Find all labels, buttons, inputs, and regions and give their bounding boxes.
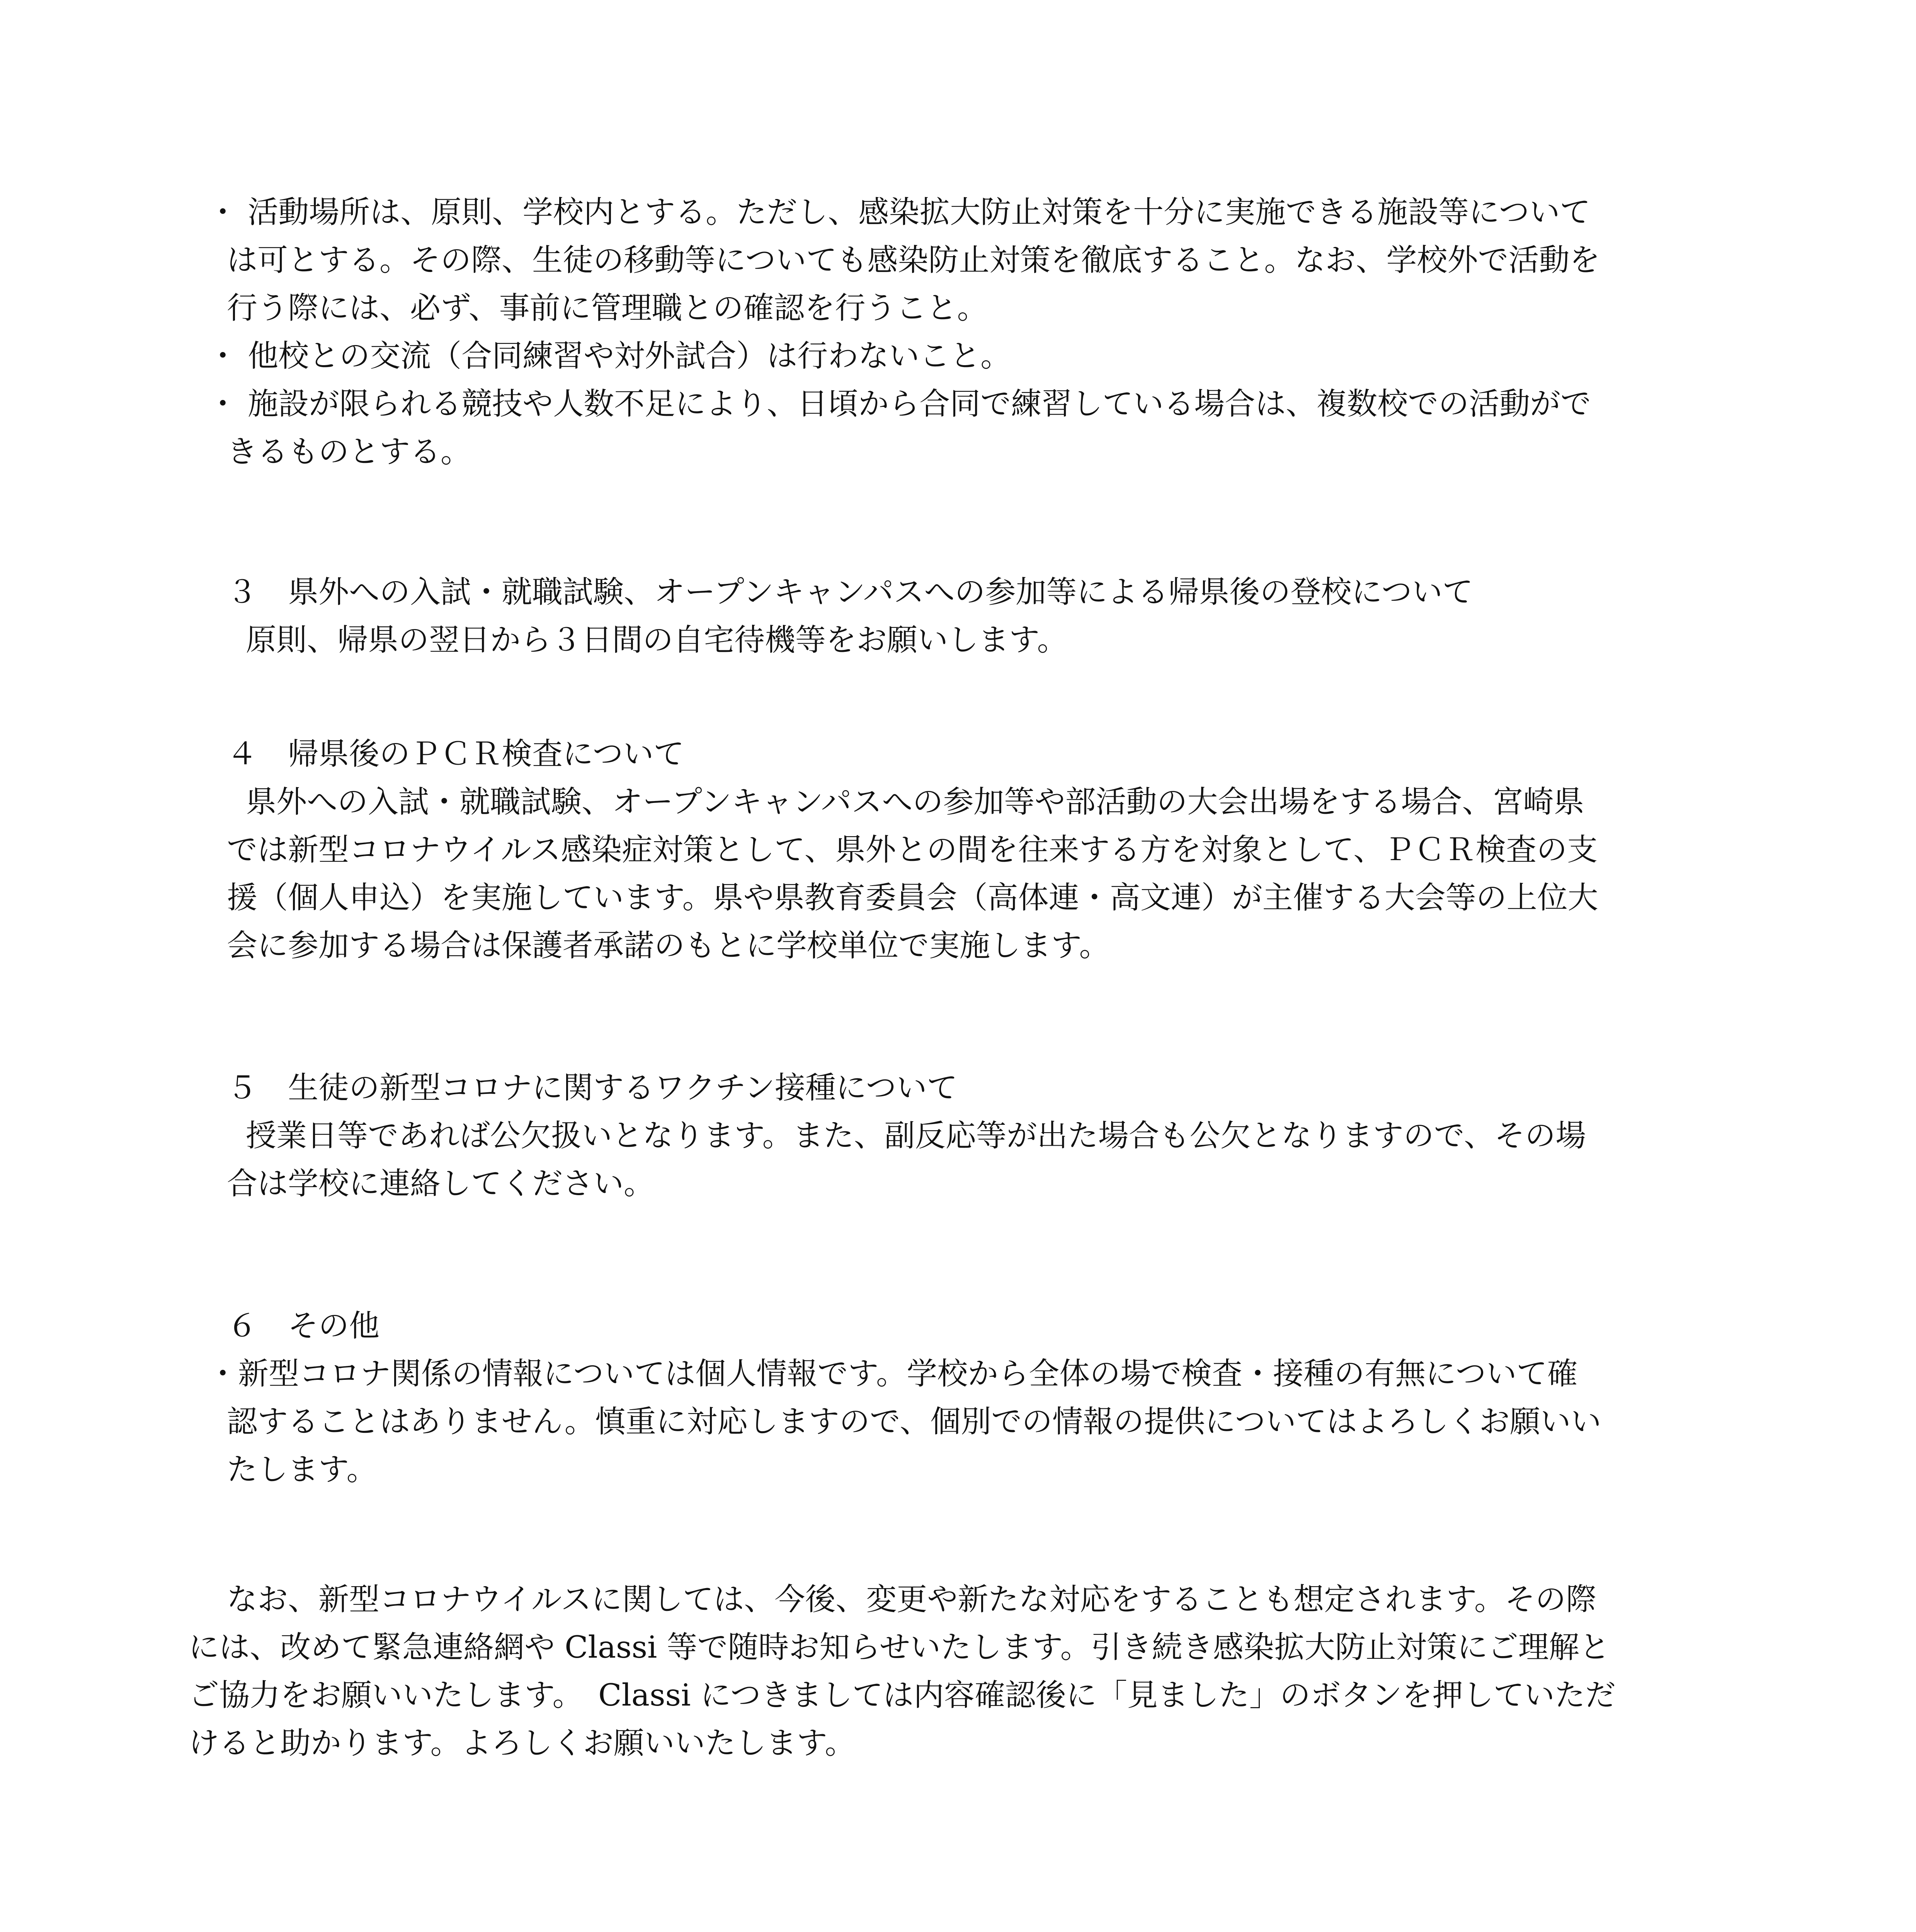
bullet-activity-location-line-3: 行う際には、必ず、事前に管理職との確認を行うこと。 [227, 290, 988, 326]
section-5-body-line-2: 合は学校に連絡してください。 [227, 1166, 654, 1201]
section-6-body-line-1: ・新型コロナ関係の情報については個人情報です。学校から全体の場で検査・接種の有無について確 [208, 1356, 1578, 1391]
section-5-body-line-1: 授業日等であれば公欠扱いとなります。また、副反応等が出た場合も公欠となりますので、その場 [246, 1118, 1586, 1153]
section-3-body-line-1: 原則、帰県の翌日から３日間の自宅待機等をお願いします。 [246, 622, 1068, 658]
section-6-heading: ６ その他 [227, 1308, 379, 1344]
closing-line-2: には、改めて緊急連絡網や Classi 等で随時お知らせいたします。引き続き感染拡大防止対策にご理解と [189, 1629, 1610, 1665]
section-3-heading: ３ 県外への入試・就職試験、オープンキャンパスへの参加等による帰県後の登校について [227, 574, 1473, 610]
section-6-body-line-2: 認することはありません。慎重に対応しますので、個別での情報の提供についてはよろしくお願いい [227, 1404, 1601, 1439]
section-4-heading: ４ 帰県後のＰＣＲ検査について [227, 736, 684, 772]
closing-line-4: けると助かります。よろしくお願いいたします。 [189, 1725, 856, 1761]
bullet-activity-location-line-2: は可とする。その際、生徒の移動等についても感染防止対策を徹底すること。なお、学校外で活動を [227, 242, 1600, 278]
bullet-joint-practice-line-1: ・ 施設が限られる競技や人数不足により、日頃から合同で練習している場合は、複数校での活動がで [208, 386, 1591, 422]
section-5-heading: ５ 生徒の新型コロナに関するワクチン接種について [227, 1070, 958, 1105]
section-4-body-line-4: 会に参加する場合は保護者承諾のもとに学校単位で実施します。 [227, 928, 1110, 963]
bullet-joint-practice-line-2: きるものとする。 [227, 434, 471, 469]
bullet-no-exchange-line-1: ・ 他校との交流（合同練習や対外試合）は行わないこと。 [208, 338, 1011, 374]
section-4-body-line-1: 県外への入試・就職試験、オープンキャンパスへの参加等や部活動の大会出場をする場合、宮崎県 [246, 784, 1584, 820]
section-4-body-line-2: では新型コロナウイルス感染症対策として、県外との間を往来する方を対象として、ＰＣＲ検査の支 [227, 832, 1598, 867]
bullet-activity-location-line-1: ・ 活動場所は、原則、学校内とする。ただし、感染拡大防止対策を十分に実施できる施設等について [208, 194, 1591, 230]
closing-line-1: なお、新型コロナウイルスに関しては、今後、変更や新たな対応をすることも想定されます。その際 [227, 1582, 1596, 1617]
section-4-body-line-3: 援（個人申込）を実施しています。県や県教育委員会（高体連・高文連）が主催する大会等の上位大 [227, 880, 1598, 915]
section-6-body-line-3: たします。 [227, 1452, 377, 1487]
closing-line-3: ご協力をお願いいたします。 Classi につきましては内容確認後に「見ました」のボタンを押していただ [189, 1677, 1616, 1713]
